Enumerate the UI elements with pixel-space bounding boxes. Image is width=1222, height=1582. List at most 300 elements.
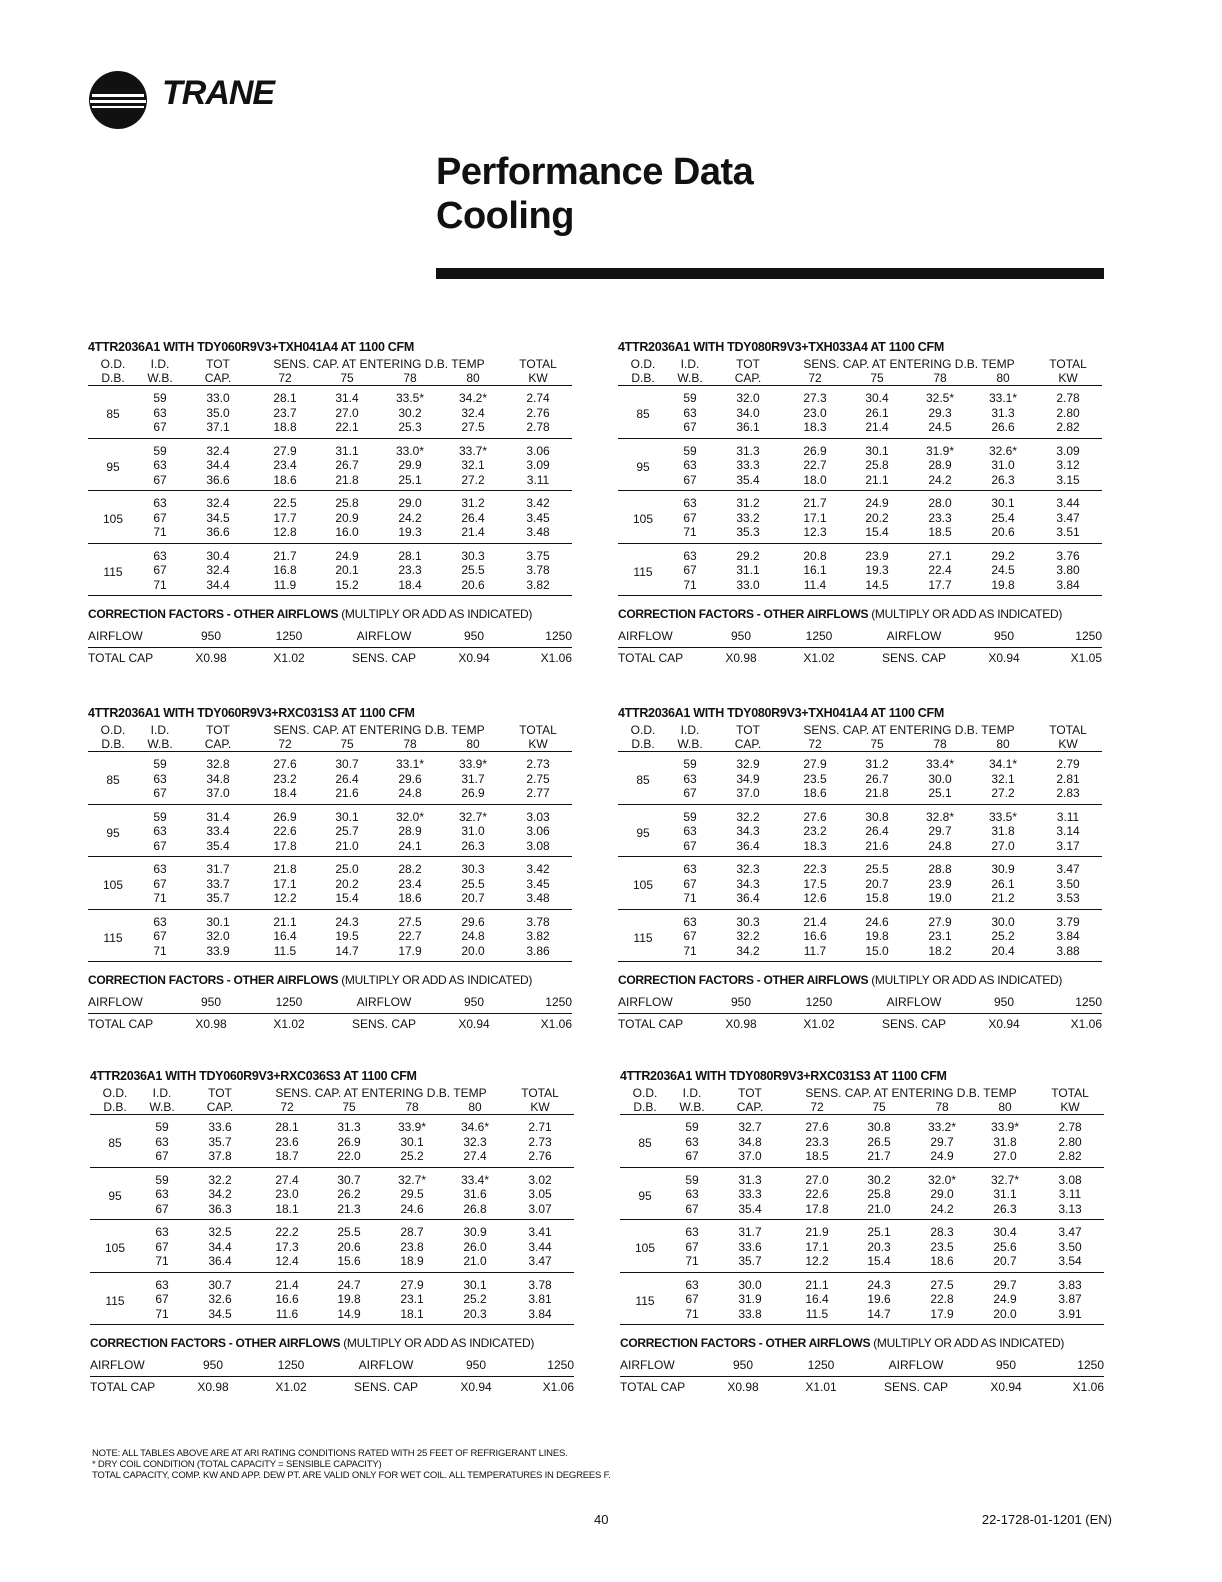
od-group — [90, 1220, 574, 1273]
header-row — [90, 1086, 574, 1100]
performance-table — [618, 723, 1102, 962]
table-cell: 14.5 — [865, 577, 889, 592]
table-cell: 2.83 — [1056, 786, 1080, 800]
table-cell: 16.0 — [335, 525, 359, 539]
airflow-label: AIRFLOW — [88, 992, 178, 1014]
table-row — [88, 491, 572, 511]
col-header-db: D.B. — [618, 737, 668, 752]
table-cell: 28.9 — [928, 458, 952, 472]
od-group — [90, 1272, 574, 1325]
table-cell: 63 — [153, 824, 167, 838]
table-cell: 30.1 — [463, 1277, 487, 1292]
col-header-sens-cap: SENS. CAP. AT ENTERING D.B. TEMP — [275, 1086, 487, 1100]
table-cell: 2.79 — [1056, 757, 1080, 771]
table-cell: 26.7 — [335, 458, 359, 472]
table-cell: 27.0 — [991, 838, 1015, 853]
table-cell: 3.86 — [526, 943, 550, 958]
table-cell: 71 — [683, 891, 697, 905]
table-cell: 59 — [153, 809, 167, 824]
table-cell: 33.9* — [397, 1120, 427, 1134]
table-cell: 34.2 — [208, 1187, 232, 1201]
od-db-cell: 95 — [106, 459, 120, 474]
col-header-78: 78 — [908, 371, 972, 386]
table-cell: 30.3 — [461, 548, 485, 563]
col-header-id: I.D. — [682, 1086, 702, 1100]
table-cell: 3.83 — [1058, 1277, 1082, 1292]
table-cell: 30.7 — [335, 757, 359, 771]
table-cell: 2.71 — [528, 1120, 552, 1134]
sens-cap-label: SENS. CAP — [881, 651, 947, 665]
table-cell: 25.5 — [461, 876, 485, 891]
table-cell: 31.3 — [738, 1172, 762, 1187]
table-row — [88, 563, 572, 578]
factor-value: X1.02 — [803, 1017, 835, 1031]
table-cell: 63 — [155, 1277, 169, 1292]
table-row — [618, 473, 1102, 491]
table-cell: 63 — [155, 1225, 169, 1239]
airflow-label: AIRFLOW — [90, 1355, 180, 1377]
table-cell: 19.8 — [337, 1292, 361, 1306]
table-cell: 30.7 — [208, 1277, 232, 1292]
table-cell: 3.91 — [1058, 1306, 1082, 1321]
table-cell: 23.5 — [803, 771, 827, 786]
airflow-row — [90, 1355, 574, 1377]
col-header-tot: TOT — [208, 1086, 232, 1100]
col-header-72: 72 — [784, 371, 846, 386]
table-cell: 3.80 — [1056, 563, 1080, 577]
airflow-value: 1250 — [1046, 1355, 1104, 1377]
table-cell: 21.0 — [867, 1201, 891, 1216]
table-cell: 33.9 — [206, 943, 230, 958]
table-cell: 32.7 — [738, 1120, 762, 1134]
table-cell: 33.7 — [206, 876, 230, 891]
col-header-78: 78 — [378, 737, 442, 752]
table-cell: 2.73 — [528, 1134, 552, 1149]
od-group — [88, 386, 572, 439]
od-group — [618, 857, 1102, 910]
table-cell: 21.7 — [867, 1149, 891, 1163]
table-cell: 24.8 — [928, 838, 952, 853]
table-cell: 2.77 — [526, 786, 550, 800]
table-cell: 33.4* — [925, 757, 955, 771]
table-cell: 32.2 — [736, 809, 760, 824]
od-group — [88, 438, 572, 491]
table-title: 4TTR2036A1 WITH TDY060R9V3+TXH041A4 AT 1100 CFM — [88, 340, 414, 354]
factor-value: X0.98 — [727, 1380, 759, 1394]
table-cell: 18.5 — [928, 525, 952, 539]
table-cell: 59 — [685, 1172, 699, 1187]
table-cell: 15.0 — [865, 943, 889, 958]
airflow-label: AIRFLOW — [866, 1355, 966, 1377]
table-cell: 33.0* — [395, 443, 425, 458]
table-cell: 67 — [683, 929, 697, 943]
sens-cap-label: SENS. CAP — [351, 651, 417, 665]
factor-value: X0.98 — [725, 651, 757, 665]
table-cell: 23.1 — [928, 929, 952, 943]
table-cell: 12.4 — [275, 1254, 299, 1268]
col-header-80: 80 — [442, 737, 504, 752]
table-cell: 21.3 — [337, 1201, 361, 1216]
airflow-value: 950 — [436, 1355, 516, 1377]
table-cell: 33.2 — [736, 510, 760, 525]
table-row — [90, 1307, 574, 1325]
table-cell: 18.6 — [930, 1254, 954, 1268]
table-row — [90, 1240, 574, 1255]
correction-factors-title — [90, 1335, 574, 1351]
airflow-value: 1250 — [246, 1355, 336, 1377]
table-cell: 23.6 — [275, 1134, 299, 1149]
table-cell: 71 — [685, 1254, 699, 1268]
table-cell: 19.5 — [335, 929, 359, 943]
table-cell: 23.7 — [273, 405, 297, 420]
table-cell: 33.2* — [927, 1120, 957, 1134]
table-row — [618, 891, 1102, 909]
table-cell: 28.8 — [928, 862, 952, 876]
table-cell: 3.05 — [528, 1187, 552, 1201]
airflow-value: 1250 — [244, 626, 334, 648]
table-cell: 21.7 — [803, 496, 827, 510]
table-cell: 20.7 — [461, 891, 485, 905]
table-cell: 63 — [153, 496, 167, 510]
table-cell: 18.8 — [273, 420, 297, 434]
table-cell: 67 — [153, 929, 167, 943]
table-cell: 31.8 — [991, 824, 1015, 838]
airflow-value: 950 — [180, 1355, 246, 1377]
table-cell: 34.5 — [208, 1306, 232, 1321]
table-cell: 23.5 — [930, 1239, 954, 1254]
airflow-value: 950 — [966, 1355, 1046, 1377]
table-cell: 20.1 — [335, 563, 359, 577]
table-cell: 27.5 — [398, 914, 422, 929]
airflow-label: AIRFLOW — [336, 1355, 436, 1377]
table-cell: 63 — [683, 862, 697, 876]
table-cell: 24.3 — [867, 1277, 891, 1292]
table-cell: 30.4 — [993, 1225, 1017, 1239]
factor-value: X0.94 — [460, 1380, 492, 1394]
col-header-od: O.D. — [630, 357, 656, 371]
table-cell: 25.5 — [337, 1225, 361, 1239]
table-cell: 33.4* — [460, 1172, 490, 1187]
table-cell: 63 — [683, 458, 697, 472]
table-cell: 17.7 — [928, 577, 952, 592]
table-cell: 12.2 — [273, 891, 297, 905]
table-cell: 67 — [153, 786, 167, 800]
table-cell: 22.6 — [273, 824, 297, 838]
table-cell: 17.5 — [803, 876, 827, 891]
col-header-72: 72 — [784, 737, 846, 752]
table-cell: 23.2 — [273, 771, 297, 786]
table-row — [618, 804, 1102, 824]
table-cell: 35.7 — [738, 1254, 762, 1268]
table-cell: 3.08 — [526, 838, 550, 853]
table-cell: 26.9 — [273, 809, 297, 824]
airflow-value: 1250 — [514, 992, 572, 1014]
table-cell: 31.9 — [738, 1292, 762, 1306]
table-cell: 33.9* — [458, 757, 488, 771]
factor-value: X1.01 — [805, 1380, 837, 1394]
od-group — [620, 1167, 1104, 1220]
table-row — [88, 772, 572, 787]
table-cell: 3.13 — [1058, 1201, 1082, 1216]
table-row — [620, 1307, 1104, 1325]
table-cell: 3.87 — [1058, 1292, 1082, 1306]
table-title: 4TTR2036A1 WITH TDY080R9V3+TXH033A4 AT 1100 CFM — [618, 340, 944, 354]
table-cell: 63 — [685, 1187, 699, 1201]
col-header-wb: W.B. — [668, 737, 712, 752]
table-cell: 35.7 — [206, 891, 230, 905]
table-cell: 23.3 — [805, 1134, 829, 1149]
table-cell: 32.0 — [206, 929, 230, 943]
table-cell: 25.2 — [991, 929, 1015, 943]
table-cell: 32.7* — [990, 1172, 1020, 1187]
sens-cap-label: SENS. CAP — [353, 1380, 419, 1394]
col-header-cap: CAP. — [182, 737, 254, 752]
table-cell: 34.8 — [206, 771, 230, 786]
table-row — [618, 909, 1102, 929]
table-cell: 18.9 — [400, 1254, 424, 1268]
table-cell: 34.9 — [736, 771, 760, 786]
col-header-total: TOTAL — [1049, 723, 1087, 737]
table-cell: 3.11 — [526, 472, 550, 487]
table-cell: 35.3 — [736, 525, 760, 539]
table-cell: 26.1 — [865, 405, 889, 420]
table-cell: 25.4 — [991, 510, 1015, 525]
table-cell: 2.82 — [1058, 1149, 1082, 1163]
table-cell: 16.4 — [805, 1292, 829, 1306]
header-row — [618, 723, 1102, 737]
performance-table-panel — [90, 1068, 574, 1398]
table-cell: 33.4 — [206, 824, 230, 838]
table-cell: 27.9 — [273, 443, 297, 458]
table-cell: 35.4 — [736, 472, 760, 487]
table-cell: 3.15 — [1056, 472, 1080, 487]
table-cell: 67 — [155, 1292, 169, 1306]
col-header-id: I.D. — [680, 723, 700, 737]
factor-value: X0.94 — [988, 651, 1020, 665]
od-db-cell: 105 — [102, 512, 124, 526]
col-header-tot: TOT — [736, 357, 760, 371]
table-cell: 21.4 — [803, 914, 827, 929]
table-cell: 67 — [683, 472, 697, 487]
table-cell: 12.8 — [273, 525, 297, 539]
col-header-tot: TOT — [738, 1086, 762, 1100]
od-group — [88, 491, 572, 544]
col-header-cap: CAP. — [184, 1100, 256, 1115]
table-row — [618, 824, 1102, 839]
table-cell: 3.54 — [1058, 1254, 1082, 1268]
title-line-1: Performance Data — [436, 151, 754, 193]
table-cell: 3.84 — [1056, 929, 1080, 943]
od-db-cell: 85 — [106, 407, 120, 421]
airflow-value: 1250 — [244, 992, 334, 1014]
table-cell: 26.0 — [463, 1239, 487, 1254]
airflow-value: 950 — [178, 626, 244, 648]
factor-value: X1.02 — [275, 1380, 307, 1394]
table-cell: 17.1 — [273, 876, 297, 891]
table-cell: 33.8 — [738, 1306, 762, 1321]
table-cell: 21.4 — [275, 1277, 299, 1292]
table-cell: 24.2 — [398, 510, 422, 525]
od-group — [618, 491, 1102, 544]
col-header-sens-cap: SENS. CAP. AT ENTERING D.B. TEMP — [803, 723, 1015, 737]
factor-value: X1.06 — [540, 651, 572, 665]
od-db-cell: 95 — [638, 1188, 652, 1203]
factor-value: X0.98 — [195, 1017, 227, 1031]
table-cell: 34.2 — [736, 943, 760, 958]
table-cell: 27.6 — [273, 757, 297, 771]
col-header-tot: TOT — [206, 357, 230, 371]
table-cell: 26.4 — [865, 824, 889, 838]
od-db-cell: 115 — [633, 930, 653, 945]
table-cell: 24.7 — [337, 1277, 361, 1292]
table-cell: 11.6 — [275, 1306, 299, 1321]
table-cell: 63 — [153, 862, 167, 876]
table-cell: 11.4 — [803, 577, 827, 592]
table-cell: 18.1 — [275, 1201, 299, 1216]
correction-factors-table — [620, 1355, 1104, 1398]
note-line: TOTAL CAPACITY, COMP. KW AND APP. DEW PT. ARE VALID ONLY FOR WET COIL. ALL TEMPERATURES IN DEGREES F. — [92, 1470, 611, 1481]
table-row — [88, 944, 572, 962]
performance-table — [88, 723, 572, 962]
col-header-wb: W.B. — [138, 737, 182, 752]
table-cell: 22.7 — [398, 929, 422, 943]
table-cell: 18.0 — [803, 472, 827, 487]
table-cell: 31.4 — [335, 391, 359, 405]
table-cell: 27.2 — [991, 786, 1015, 800]
correction-title-rest: (MULTIPLY OR ADD AS INDICATED) — [870, 1336, 1065, 1350]
table-cell: 31.1 — [993, 1187, 1017, 1201]
table-cell: 63 — [685, 1225, 699, 1239]
table-cell: 14.9 — [337, 1306, 361, 1321]
factor-value: X0.94 — [990, 1380, 1022, 1394]
table-cell: 20.3 — [867, 1239, 891, 1254]
page-number: 40 — [594, 1512, 609, 1527]
table-cell: 25.2 — [463, 1292, 487, 1306]
table-row — [88, 473, 572, 491]
factor-value: X1.02 — [273, 651, 305, 665]
od-db-cell: 115 — [103, 930, 123, 945]
table-cell: 28.9 — [398, 824, 422, 838]
table-cell: 30.3 — [736, 914, 760, 929]
table-row — [88, 891, 572, 909]
table-title: 4TTR2036A1 WITH TDY060R9V3+RXC036S3 AT 1100 CFM — [90, 1069, 417, 1083]
od-group — [88, 543, 572, 596]
correction-title-rest: (MULTIPLY OR ADD AS INDICATED) — [338, 973, 533, 987]
table-cell: 34.2* — [458, 391, 488, 405]
od-db-cell: 85 — [638, 1136, 652, 1150]
table-cell: 19.6 — [867, 1292, 891, 1306]
table-cell: 31.3 — [337, 1120, 361, 1134]
table-cell: 17.7 — [273, 510, 297, 525]
table-cell: 67 — [685, 1292, 699, 1306]
table-title: 4TTR2036A1 WITH TDY060R9V3+RXC031S3 AT 1100 CFM — [88, 706, 415, 720]
table-row — [88, 786, 572, 804]
header-row — [88, 371, 572, 386]
table-cell: 23.4 — [398, 876, 422, 891]
col-header-75: 75 — [316, 737, 378, 752]
airflow-label: AIRFLOW — [864, 626, 964, 648]
table-cell: 32.0* — [927, 1172, 957, 1187]
table-row — [88, 804, 572, 824]
table-cell: 3.45 — [526, 876, 550, 891]
od-group — [618, 438, 1102, 491]
table-cell: 32.5* — [925, 391, 955, 405]
performance-table-panel — [620, 1068, 1104, 1398]
table-cell: 3.41 — [528, 1225, 552, 1239]
table-cell: 19.8 — [991, 577, 1015, 592]
table-cell: 67 — [683, 563, 697, 577]
table-cell: 32.8* — [925, 809, 955, 824]
table-cell: 23.0 — [803, 405, 827, 420]
airflow-label: AIRFLOW — [334, 626, 434, 648]
factor-value: X0.98 — [725, 1017, 757, 1031]
table-cell: 32.6 — [208, 1292, 232, 1306]
table-cell: 25.5 — [865, 862, 889, 876]
table-cell: 67 — [683, 876, 697, 891]
table-cell: 63 — [683, 548, 697, 563]
table-row — [90, 1292, 574, 1307]
table-cell: 21.0 — [335, 838, 359, 853]
table-cell: 30.4 — [865, 391, 889, 405]
table-cell: 20.2 — [335, 876, 359, 891]
table-cell: 17.8 — [273, 838, 297, 853]
table-row — [620, 1240, 1104, 1255]
table-cell: 18.6 — [398, 891, 422, 905]
table-cell: 3.02 — [528, 1172, 552, 1187]
table-cell: 20.6 — [461, 577, 485, 592]
table-cell: 21.7 — [273, 548, 297, 563]
table-cell: 32.2 — [208, 1172, 232, 1187]
table-cell: 63 — [683, 914, 697, 929]
total-cap-label: TOTAL CAP — [620, 1380, 686, 1394]
airflow-value: 950 — [708, 992, 774, 1014]
sens-cap-label: SENS. CAP — [351, 1017, 417, 1031]
table-cell: 2.73 — [526, 757, 550, 771]
table-cell: 35.4 — [206, 838, 230, 853]
table-cell: 16.6 — [275, 1292, 299, 1306]
col-header-cap: CAP. — [182, 371, 254, 386]
table-cell: 31.4 — [206, 809, 230, 824]
col-header-75: 75 — [316, 371, 378, 386]
table-cell: 3.09 — [1056, 443, 1080, 458]
table-cell: 3.45 — [526, 510, 550, 525]
factor-row — [620, 1377, 1104, 1399]
od-group — [620, 1115, 1104, 1168]
table-cell: 33.9* — [990, 1120, 1020, 1134]
table-cell: 24.9 — [993, 1292, 1017, 1306]
table-row — [88, 525, 572, 543]
table-cell: 19.8 — [865, 929, 889, 943]
table-cell: 18.5 — [805, 1149, 829, 1163]
od-group — [618, 386, 1102, 439]
table-cell: 28.3 — [930, 1225, 954, 1239]
table-cell: 34.5 — [206, 510, 230, 525]
table-cell: 63 — [683, 496, 697, 510]
col-header-80: 80 — [444, 1100, 506, 1115]
table-cell: 30.2 — [867, 1172, 891, 1187]
table-row — [618, 438, 1102, 458]
od-db-cell: 95 — [106, 825, 120, 840]
col-header-78: 78 — [378, 371, 442, 386]
table-cell: 24.9 — [335, 548, 359, 563]
table-cell: 27.9 — [803, 757, 827, 771]
factor-value: X1.06 — [540, 1017, 572, 1031]
factor-value: X0.94 — [458, 1017, 490, 1031]
table-cell: 16.1 — [803, 563, 827, 577]
table-cell: 19.3 — [865, 563, 889, 577]
header-row — [620, 1100, 1104, 1115]
table-row — [618, 525, 1102, 543]
